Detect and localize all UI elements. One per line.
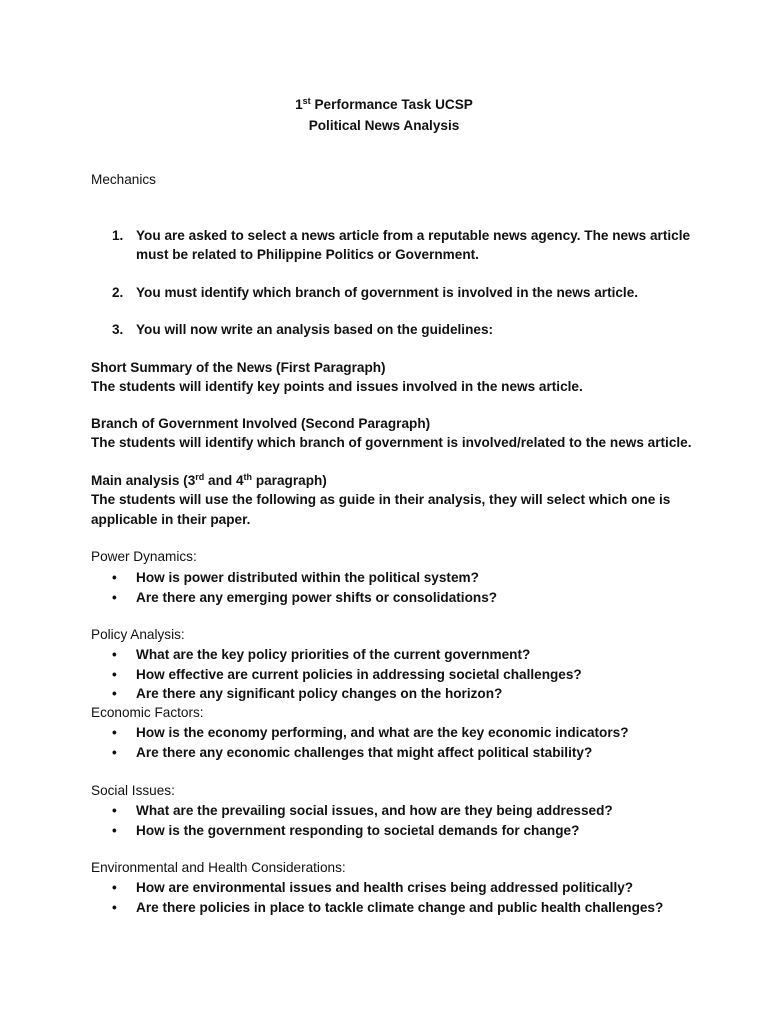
main-analysis-text-line-2: applicable in their paper. <box>91 512 251 527</box>
document-title <box>0 94 768 136</box>
branch-heading: Branch of Government Involved (Second Paragraph) <box>91 416 431 431</box>
heading-part: and 4 <box>204 473 244 488</box>
heading-part: paragraph) <box>252 473 327 488</box>
mechanics-heading: Mechanics <box>91 172 156 187</box>
title-ordinal: 1 <box>295 97 303 112</box>
list-item-text: Are there any significant policy changes on the horizon? <box>136 686 503 701</box>
item-number: 2. <box>112 285 124 300</box>
branch-text: The students will identify which branch of government is involved/related to the news article. <box>91 435 692 450</box>
list-item-text: Are there any economic challenges that might affect political stability? <box>136 744 593 760</box>
bullet-icon: • <box>112 899 117 915</box>
summary-heading: Short Summary of the News (First Paragraph) <box>91 360 386 375</box>
list-item-text: What are the prevailing social issues, and how are they being addressed? <box>136 803 613 818</box>
policy-analysis-heading: Policy Analysis: <box>91 627 185 642</box>
bullet-icon: • <box>112 686 117 701</box>
item-number: 3. <box>112 322 124 337</box>
title-line-1 <box>0 94 768 115</box>
heading-part: Main analysis (3 <box>91 473 196 488</box>
bullet-icon: • <box>112 589 117 605</box>
heading-ordinal-suffix: rd <box>195 472 205 482</box>
title-line-2: Political News Analysis <box>308 118 460 133</box>
economic-factors-heading: Economic Factors: <box>91 705 204 720</box>
social-issues-heading: Social Issues: <box>91 783 175 798</box>
title-task-name: Performance Task UCSP <box>310 97 473 112</box>
item-number: 1. <box>112 228 124 243</box>
power-dynamics-heading: Power Dynamics: <box>91 549 197 564</box>
list-item-text: How are environmental issues and health crises being addressed politically? <box>136 880 634 895</box>
bullet-icon: • <box>112 666 117 682</box>
list-item-text: Are there any emerging power shifts or consolidations? <box>136 589 498 605</box>
list-item-text: How effective are current policies in addressing societal challenges? <box>136 666 582 682</box>
summary-text: The students will identify key points and issues involved in the news article. <box>91 379 583 394</box>
bullet-icon: • <box>112 822 117 838</box>
item-text-line: must be related to Philippine Politics or Government. <box>136 247 479 262</box>
bullet-icon: • <box>112 880 117 895</box>
title-ordinal-suffix: st <box>302 96 311 106</box>
heading-ordinal-suffix: th <box>243 472 253 482</box>
list-item-text: How is the economy performing, and what are the key economic indicators? <box>136 725 629 740</box>
bullet-icon: • <box>112 725 117 740</box>
list-item-text: How is power distributed within the political system? <box>136 570 479 585</box>
item-text-line: You will now write an analysis based on the guidelines: <box>136 322 494 337</box>
main-analysis-heading <box>91 471 327 490</box>
bullet-icon: • <box>112 744 117 760</box>
list-item-text: What are the key policy priorities of the current government? <box>136 647 531 662</box>
list-item-text: How is the government responding to societal demands for change? <box>136 822 580 838</box>
bullet-icon: • <box>112 803 117 818</box>
bullet-icon: • <box>112 570 117 585</box>
item-text-line: You are asked to select a news article from a reputable news agency. The news article <box>136 228 691 243</box>
list-item-text: Are there policies in place to tackle climate change and public health challenges? <box>136 899 664 915</box>
environment-health-heading: Environmental and Health Considerations: <box>91 860 346 875</box>
main-analysis-text-line-1: The students will use the following as guide in their analysis, they will select which one is <box>91 492 671 507</box>
bullet-icon: • <box>112 647 117 662</box>
item-text-line: You must identify which branch of government is involved in the news article. <box>136 285 639 300</box>
